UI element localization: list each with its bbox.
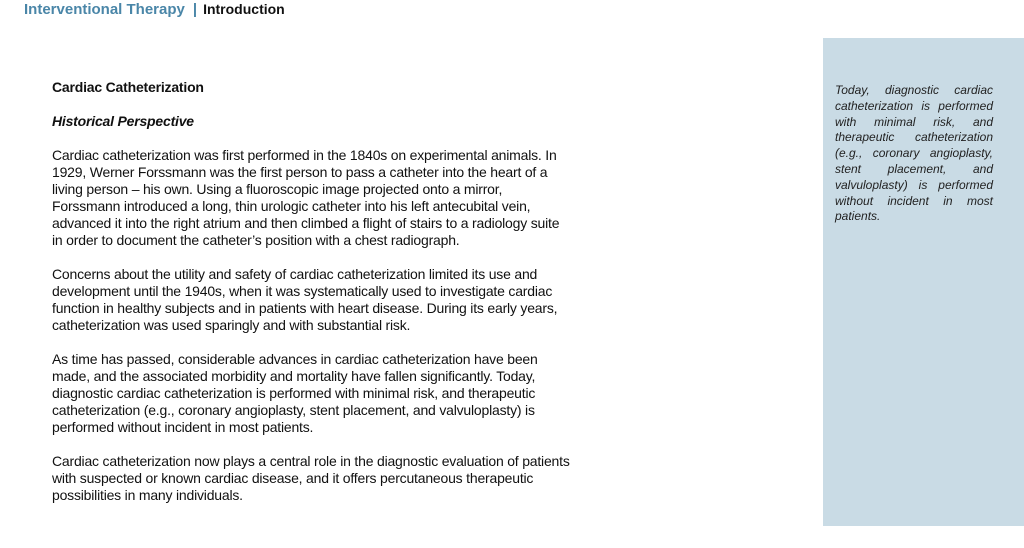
header-separator: | [192, 1, 198, 18]
callout-quote: Today, diagnostic cardiac catheterization is performed with minimal risk, and therapeutic catheterization (e.g., coronary angioplasty, stent placement, and valvuloplasty) is performed without incident in most patients. [835, 83, 993, 224]
paragraph-concerns: Concerns about the utility and safety of cardiac catheterization limited its use and development until the 1940s, when it was systematically used to investigate cardiac function in healthy subjects and in patients with heart disease. During its early years, catheterization was used sparingly and with substantial risk. [52, 266, 558, 333]
sidebar-panel [823, 38, 1024, 526]
paragraph-history: Cardiac catheterization was first performed in the 1840s on experimental animals. In 1929, Werner Forssmann was the first person to pass a catheter into the heart of a living person – his own. Using a fluoroscopic image projected onto a mirror, Forssmann introduced a long, thin urologic catheter into his left antecubital vein, advanced it into the right atrium and then climbed a flight of stairs to a radiology suite in order to document the catheter’s position with a chest radiograph. [52, 147, 560, 248]
course-title: Interventional Therapy [24, 1, 185, 18]
paragraph-central-role: Cardiac catheterization now plays a central role in the diagnostic evaluation of patients with suspected or known cardiac disease, and it offers percutaneous therapeutic possibilities in many individuals. [52, 453, 570, 503]
page-title: Cardiac Catheterization [52, 79, 204, 95]
section-title: Introduction [203, 1, 285, 17]
section-subtitle: Historical Perspective [52, 113, 194, 129]
paragraph-advances: As time has passed, considerable advances in cardiac catheterization have been made, and the associated morbidity and mortality have fallen significantly. Today, diagnostic cardiac catheterization is performed with minimal risk, and therapeutic catheterization (e.g., coronary angioplasty, stent placement, and valvuloplasty) is performed without incident in most patients. [52, 351, 538, 435]
main-content [52, 79, 572, 504]
page-header [24, 0, 285, 20]
